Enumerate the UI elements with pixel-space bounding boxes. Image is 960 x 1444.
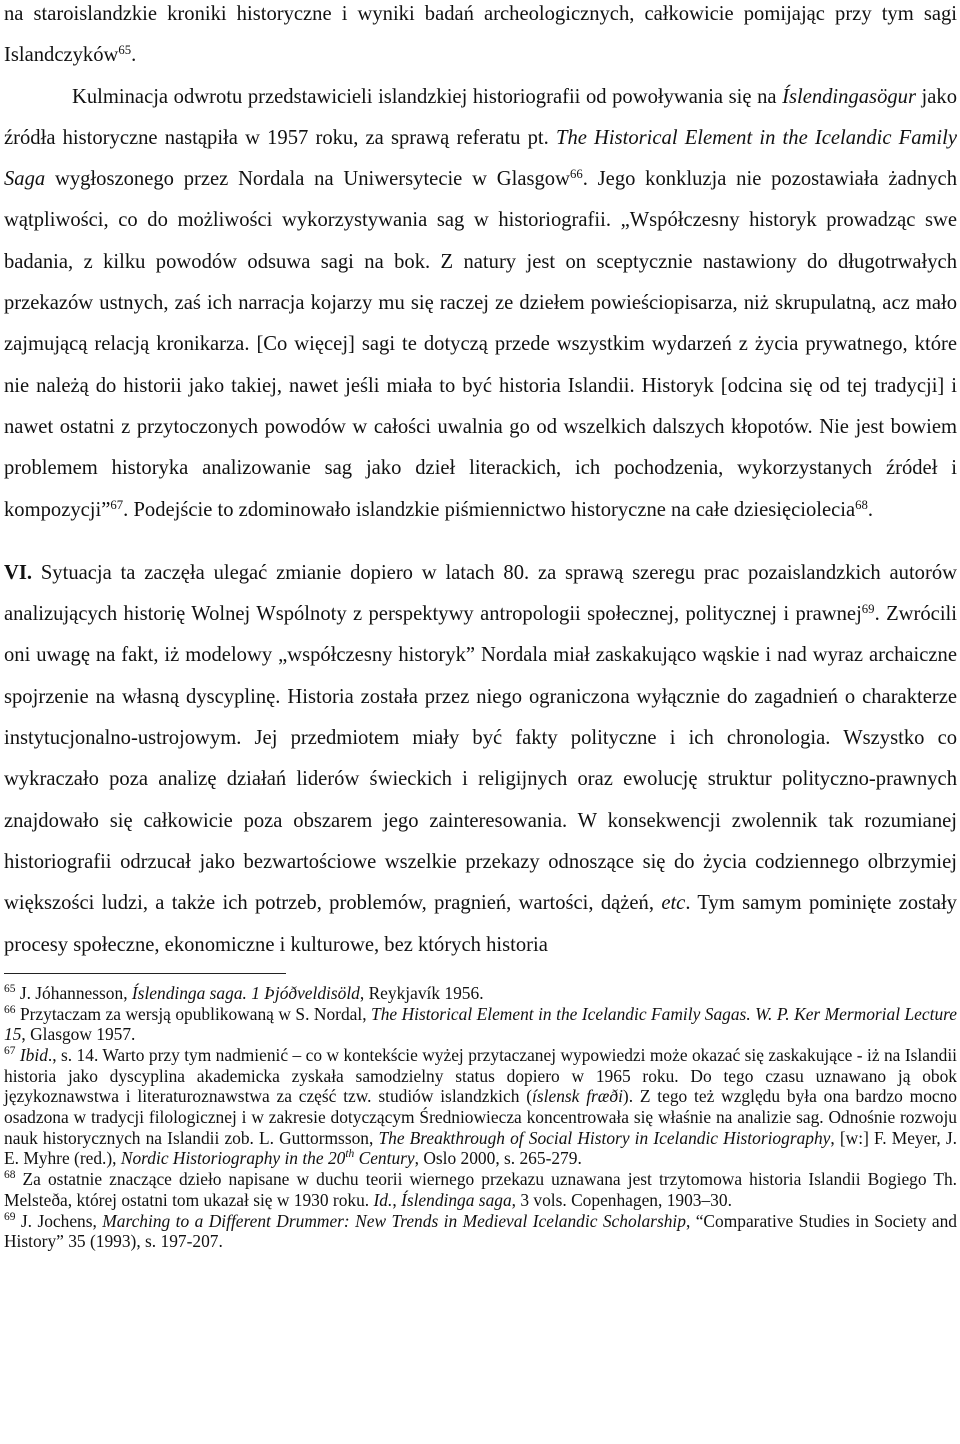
text-run: , Oslo 2000, s. 265-279. bbox=[414, 1148, 582, 1169]
footnote-65 bbox=[4, 983, 957, 1004]
paragraph-section-vi bbox=[4, 553, 957, 966]
footnote-number: 68 bbox=[4, 1169, 16, 1182]
italic-text: Century bbox=[354, 1148, 415, 1169]
footnote-67 bbox=[4, 1045, 957, 1169]
italic-text: The Historical Element in the Icelandic Family Saga bbox=[4, 126, 957, 191]
paragraph-continuation bbox=[4, 0, 957, 77]
text-run: ). Z tego też względu była ona bardzo mocno osadzona w tradycji filologicznej i w zakresie dotyczącym Średniowiecza koncentrowała się właśnie na analizie sag. Odnośnie rozwoju nauk historycznych na Islandii zob. L. Guttormsson, bbox=[4, 1086, 957, 1148]
italic-text: etc bbox=[661, 892, 686, 915]
superscript-text: th bbox=[345, 1148, 355, 1161]
footnote-69 bbox=[4, 1211, 957, 1252]
text-run: , 3 vols. Copenhagen, 1903–30. bbox=[511, 1189, 732, 1210]
text-run: Za ostatnie znaczące dzieło napisane w duchu teorii wiernego przekazu uznawana jest trzytomowa historia Islandii Bogiego Th. Melsteða, której ostatni tom ukazał się w 1930 roku. bbox=[4, 1169, 957, 1210]
italic-text: The Historical Element in the Icelandic Family Sagas. W. P. Ker Mermorial Lecture 15 bbox=[4, 1003, 957, 1045]
footnote-reference: 68 bbox=[855, 497, 868, 512]
paragraph-nordal bbox=[4, 77, 957, 531]
bold-text: VI. bbox=[4, 561, 33, 584]
footnote-reference: 69 bbox=[861, 602, 875, 617]
footnote-68 bbox=[4, 1169, 957, 1210]
text-run: Przytaczam za wersją opublikowaną w S. Nordal, bbox=[15, 1003, 372, 1024]
footnote-number: 65 bbox=[4, 982, 16, 995]
text-run: , Glasgow 1957. bbox=[21, 1024, 136, 1045]
footnote-number: 67 bbox=[4, 1045, 16, 1058]
footnote-66 bbox=[4, 1004, 957, 1045]
italic-text: Íslendingasögur bbox=[782, 85, 916, 108]
italic-text: íslensk fræði bbox=[532, 1086, 623, 1107]
footnote-number: 69 bbox=[4, 1210, 16, 1223]
text-run: . bbox=[131, 44, 137, 67]
footnote-reference: 65 bbox=[118, 43, 132, 58]
text-run: . Zwrócili oni uwagę na fakt, iż modelowy „współczesny historyk” Nordala miał zaskakująco wąskie i nad wyraz archaiczne spojrzenie na własną dyscyplinę. Historia została przez niego ograniczona wyłącznie do zagadnień o charakterze instytucjonalno-ustrojowym. Jej przedmiotem miały być fakty polityczne i ich chronologia. Wszystko co wykraczało poza analizę działań liderów świeckich i religijnych oraz ewolucję struktur polityczno-prawnych znajdowało się całkowicie poza obszarem jego zainteresowania. W konsekwencji zwolennik tak rozumianej historiografii odrzucał jako bezwartościowe wszelkie przekazy odnoszące się do życia codziennego olbrzymiej większości ludzi, a także ich potrzeb, problemów, pragnień, wartości, dążeń, bbox=[4, 603, 957, 915]
text-run: Kulminacja odwrotu przedstawicieli islandzkiej historiografii od powoływania się na bbox=[72, 85, 783, 108]
text-run: . Jego konkluzja nie pozostawiała żadnych wątpliwości, co do możliwości wykorzystywania sag w historiografii. „Współczesny historyk prowadząc swe badania, z kilku powodów odsuwa sagi na bok. Z natury jest on sceptycznie nastawiony do długotrwałych przekazów ustnych, zaś ich narracja kojarzy mu się raczej ze dziełem powieściopisarza, niż skrupulatną, acz mało zajmującą relacją kronikarza. [Co więcej] sagi te dotyczą przede wszystkim wydarzeń z życia prywatnego, które nie należą do historii jako takiej, nawet jeśli miała to być historia Islandii. Historyk [odcina się od tej tradycji] i nawet ostatni z przytoczonych powodów w całości uwalnia go od wszelkich dalszych kłopotów. Nie jest bowiem problemem historyka analizowanie sag jako dzieł literackich, ich pochodzenia, wykorzystanych źródeł i kompozycji” bbox=[4, 168, 957, 521]
italic-text: Íslendinga saga. 1 Þjóðveldisöld bbox=[131, 982, 360, 1003]
footnote-number: 66 bbox=[4, 1003, 16, 1016]
footnotes bbox=[4, 983, 957, 1252]
text-run: , “Comparative Studies in Society and History” 35 (1993), s. 197-207. bbox=[4, 1210, 957, 1252]
text-run: jako źródła historyczne nastąpiła w 1957 roku, za sprawą referatu pt. bbox=[4, 85, 957, 149]
text-run: . bbox=[867, 498, 874, 521]
italic-text: Id. bbox=[373, 1189, 393, 1210]
text-run: . Podejście to zdominowało islandzkie piśmiennictwo historyczne na całe dziesięciolecia bbox=[123, 498, 856, 521]
italic-text: Marching to a Different Drummer: New Trends in Medieval Icelandic Scholarship bbox=[102, 1210, 686, 1231]
body-text bbox=[4, 0, 957, 966]
italic-text: Ibid bbox=[19, 1044, 48, 1065]
footnote-reference: 66 bbox=[569, 167, 583, 182]
text-run: , Reykjavík 1956. bbox=[359, 982, 484, 1003]
italic-text: Nordic Historiography in the 20 bbox=[120, 1148, 346, 1169]
text-run: . Tym samym pominięte zostały procesy społeczne, ekonomiczne i kulturowe, bez których historia bbox=[4, 892, 957, 956]
footnote-separator bbox=[4, 973, 286, 974]
text-run: , bbox=[392, 1189, 402, 1210]
text-run: na staroislandzkie kroniki historyczne i wyniki badań archeologicznych, całkowicie pomijając przy tym sagi Islandczyków bbox=[4, 3, 957, 67]
italic-text: The Breakthrough of Social History in Icelandic Historiography bbox=[378, 1127, 831, 1148]
footnote-reference: 67 bbox=[110, 497, 124, 512]
text-run: J. Jochens, bbox=[15, 1210, 103, 1231]
text-run: , [w:] F. Meyer, J. E. Myhre (red.), bbox=[4, 1127, 958, 1169]
italic-text: Íslendinga saga bbox=[401, 1189, 512, 1210]
text-run: wygłoszonego przez Nordala na Uniwersytecie w Glasgow bbox=[45, 168, 570, 191]
text-run: J. Jóhannesson, bbox=[15, 982, 132, 1003]
text-run: Sytuacja ta zaczęła ulegać zmianie dopiero w latach 80. za sprawą szeregu prac pozaislandzkich autorów analizujących historię Wolnej Wspólnoty z perspektywy antropologii społecznej, politycznej i prawnej bbox=[4, 561, 957, 626]
text-run: ., s. 14. Warto przy tym nadmienić – co w kontekście wyżej przytaczanej wypowiedzi może okazać się zaskakujące - iż na Islandii historia jako dyscyplina akademicka zyskała samodzielny status dopiero w 1965 roku. Do tego czasu uznawano ją obok językoznawstwa i literaturoznawstwa za część tzw. studiów islandzkich ( bbox=[4, 1044, 957, 1107]
